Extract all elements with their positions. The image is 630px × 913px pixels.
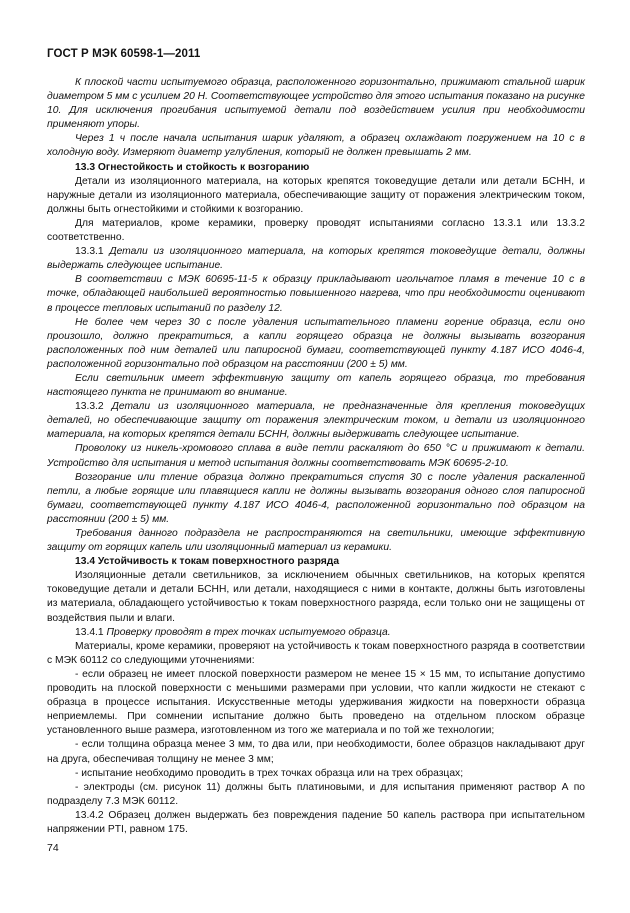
clause-13-4-1 bbox=[47, 626, 585, 640]
paragraph: Не более чем через 30 с после удаления испытательного пламени горение образца, если оно произошло, должно прекратиться, а капли горящего образца не должны вызывать возгорания расположенных под ним деталей или папиросной бумаги, соответствующей пункту 4.187 ИСО 4046-4, расположенной горизонтально под образцом на расстоянии (200 ± 5) мм. bbox=[47, 316, 585, 370]
page-number: 74 bbox=[47, 842, 59, 854]
clause-text: Проверку проводят в трех точках испытуемого образца. bbox=[106, 626, 391, 638]
paragraph: В соответствии с МЭК 60695-11-5 к образцу прикладывают игольчатое пламя в течение 10 с в точке, обладающей наибольшей вероятностью повышенного нагрева, что при необходимости оценивают в процессе тепловых испытаний по разделу 12. bbox=[47, 274, 585, 314]
list-item: - если толщина образца менее 3 мм, то два или, при необходимости, более образцов накладывают друг на друга, обеспечивая толщину не менее 3 мм; bbox=[47, 739, 585, 765]
clause-13-3-1 bbox=[47, 245, 585, 273]
section-heading-13-3: 13.3 Огнестойкость и стойкость к возгоранию bbox=[75, 161, 310, 173]
document-body bbox=[47, 76, 585, 837]
paragraph: Для материалов, кроме керамики, проверку проводят испытаниями согласно 13.3.1 или 13.3.2 соответственно. bbox=[47, 217, 585, 244]
clause-text: Детали из изоляционного материала, не предназначенные для крепления токоведущих деталей, но обеспечивающие защиту от поражения электрическим током, и детали из изоляционного материала, на которых крепятся детали БСНН, должны выдерживать следующее испытание. bbox=[47, 401, 585, 441]
paragraph: Возгорание или тление образца должно прекратиться спустя 30 с после удаления раскаленной петли, а любые горящие или плавящиеся капли не должны вызывать возгорания одного слоя папиросной бумаги, соответствующей пункту 4.187 ИСО 4046-4, расположенной горизонтально под образцом на расстоянии (200 ± 5) мм. bbox=[47, 471, 585, 525]
paragraph: Изоляционные детали светильников, за исключением обычных светильников, на которых крепятся токоведущие детали и детали БСНН, или детали, находящиеся с ними в контакте, должны быть изготовлены из материала, обладающего устойчивостью к токам поверхностного разряда, если только они не защищены от воздействия пыли и влаги. bbox=[47, 570, 585, 624]
paragraph: Если светильник имеет эффективную защиту от капель горящего образца, то требования настоящего пункта не принимают во внимание. bbox=[47, 372, 585, 399]
paragraph: Проволоку из никель-хромового сплава в виде петли раскаляют до 650 °С и прижимают к детали. Устройство для испытания и метод испытания должны соответствовать МЭК 60695-2-10. bbox=[47, 443, 585, 469]
list-item: - электроды (см. рисунок 11) должны быть платиновыми, и для испытания применяют раствор А по подразделу 7.3 МЭК 60112. bbox=[47, 781, 585, 807]
clause-text: Детали из изоляционного материала, на которых крепятся токоведущие детали, должны выдержать следующее испытание. bbox=[47, 246, 585, 272]
list-item: - испытание необходимо проводить в трех точках образца или на трех образцах; bbox=[75, 767, 464, 779]
clause-13-4-2: 13.4.2 Образец должен выдержать без повреждения падение 50 капель раствора при испытательном напряжении PTI, равном 175. bbox=[47, 809, 585, 835]
clause-number: 13.3.1 bbox=[75, 246, 110, 258]
clause-number: 13.4.1 bbox=[75, 626, 107, 638]
paragraph: Детали из изоляционного материала, на которых крепятся токоведущие детали или детали БСНН, и наружные детали из изоляционного материала, обеспечивающие защиту от поражения электрическим током, должны быть огнестойкими и стойкими к возгоранию. bbox=[47, 175, 585, 215]
paragraph: К плоской части испытуемого образца, расположенного горизонтально, прижимают стальной шарик диаметром 5 мм с усилием 20 Н. Соответствующее устройство для этого испытания показано на рисунке 10. Для исключения прогибания испытуемой детали под воздействием усилия при необходимости применяют упоры. bbox=[47, 77, 585, 131]
paragraph: Через 1 ч после начала испытания шарик удаляют, а образец охлаждают погружением на 10 с в холодную воду. Измеряют диаметр углубления, который не должен превышать 2 мм. bbox=[47, 133, 585, 159]
paragraph: Материалы, кроме керамики, проверяют на устойчивость к токам поверхностного разряда в соответствии с МЭК 60112 со следующими уточнениями: bbox=[47, 640, 585, 666]
section-heading-13-4: 13.4 Устойчивость к токам поверхностного разряда bbox=[75, 556, 340, 568]
paragraph: Требования данного подраздела не распространяются на светильники, имеющие эффективную защиту от горящих капель или изоляционный материал из керамики. bbox=[47, 528, 585, 554]
clause-number: 13.3.2 bbox=[75, 401, 112, 413]
document-header: ГОСТ Р МЭК 60598-1—2011 bbox=[47, 48, 201, 60]
list-item: - если образец не имеет плоской поверхности размером не менее 15 × 15 мм, то испытание допустимо проводить на плоской поверхности с меньшими размерами при условии, что капли жидкости не стекают с образца в процессе испытания. Искусственные методы удерживания жидкости на поверхности образца неприемлемы. При сомнении испытание должно быть проведено на отдельном плоском образце установленного выше размера, изготовленном из того же материала и по той же технологии; bbox=[47, 668, 585, 737]
clause-13-3-2 bbox=[47, 400, 585, 442]
